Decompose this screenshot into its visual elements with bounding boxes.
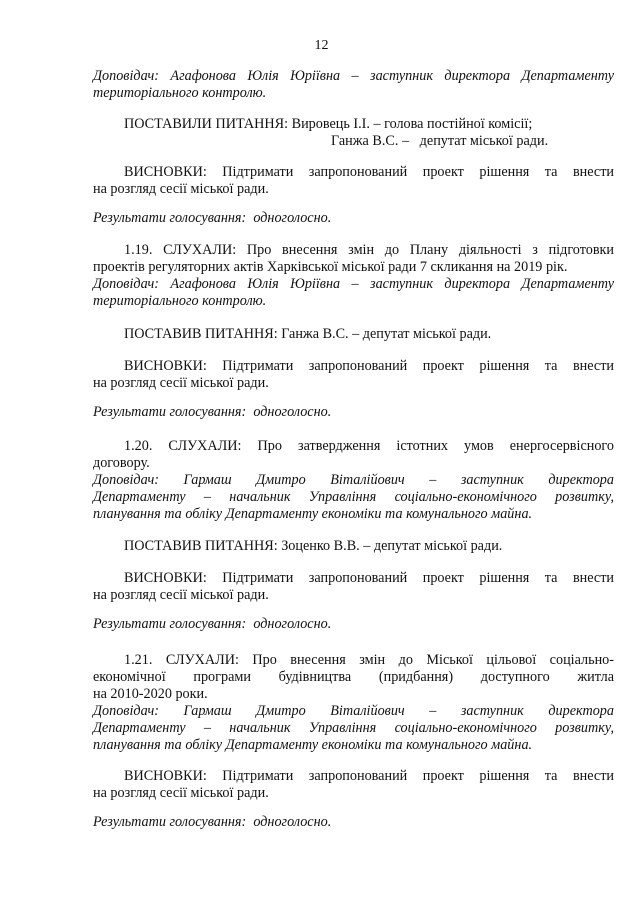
text-line: на 2010-2020 роки. [93,686,208,702]
voting-result: Результати голосування: одноголосно. [93,210,332,226]
speaker-paragraph [93,276,614,310]
text-line: ВИСНОВКИ: Підтримати запропонований проект рішення та внести [124,768,614,784]
raised-question-paragraph: ПОСТАВИВ ПИТАННЯ: Зоценко В.В. – депутат міської ради. [124,538,503,554]
text-line: проектів регуляторних актів Харківської міської ради 7 скликання на 2019 рік. [93,259,568,275]
heard-paragraph-1-21 [93,652,614,703]
text-line: Доповідач: Гармаш Дмитро Віталійович – заступник директора [93,472,614,488]
raised-label: ПОСТАВИЛИ ПИТАННЯ: [124,116,289,132]
text-line: Доповідач: Гармаш Дмитро Віталійович – заступник директора [93,703,614,719]
conclusion-paragraph [93,768,614,802]
conclusion-paragraph [93,570,614,604]
text-line: ВИСНОВКИ: Підтримати запропонований проект рішення та внести [124,164,614,180]
text-line: договору. [93,455,150,471]
speaker-paragraph [93,68,614,102]
page-number: 12 [314,38,329,53]
text-line: на розгляд сесії міської ради. [93,375,269,391]
raised-person: Вировець І.І. – голова постійної комісії; [291,116,533,132]
text-line: на розгляд сесії міської ради. [93,181,269,197]
heard-paragraph-1-19 [93,242,614,276]
text-line: на розгляд сесії міської ради. [93,587,269,603]
text-line: Доповідач: Агафонова Юлія Юріївна – заступник директора Департаменту [93,68,614,84]
text-line: Доповідач: Агафонова Юлія Юріївна – заступник директора Департаменту [93,276,614,292]
voting-result: Результати голосування: одноголосно. [93,616,332,632]
speaker-paragraph [93,472,614,523]
voting-result: Результати голосування: одноголосно. [93,404,332,420]
raised-person: Ганжа В.С. – депутат міської ради. [331,133,549,149]
raised-question-paragraph [93,116,614,150]
text-line: 1.19. СЛУХАЛИ: Про внесення змін до Плану діяльності з підготовки [124,242,614,258]
text-line: Департаменту – начальник Управління соціально-економічного розвитку, [93,720,614,736]
heard-paragraph-1-20 [93,438,614,472]
raised-question-paragraph: ПОСТАВИВ ПИТАННЯ: Ганжа В.С. – депутат міської ради. [124,326,492,342]
conclusion-paragraph [93,164,614,198]
conclusion-paragraph [93,358,614,392]
speaker-paragraph [93,703,614,754]
text-line: планування та обліку Департаменту економіки та комунального майна. [93,737,533,753]
text-line: ВИСНОВКИ: Підтримати запропонований проект рішення та внести [124,358,614,374]
text-line: економічної програми будівництва (придбання) доступного житла [93,669,614,685]
text-line: територіального контролю. [93,85,267,101]
text-line: планування та обліку Департаменту економіки та комунального майна. [93,506,533,522]
text-line: територіального контролю. [93,293,267,309]
text-line: на розгляд сесії міської ради. [93,785,269,801]
text-line: 1.20. СЛУХАЛИ: Про затвердження істотних умов енергосервісного [124,438,614,454]
text-line: Департаменту – начальник Управління соціально-економічного розвитку, [93,489,614,505]
text-line: 1.21. СЛУХАЛИ: Про внесення змін до Міської цільової соціально- [124,652,614,668]
voting-result: Результати голосування: одноголосно. [93,814,332,830]
text-line: ВИСНОВКИ: Підтримати запропонований проект рішення та внести [124,570,614,586]
